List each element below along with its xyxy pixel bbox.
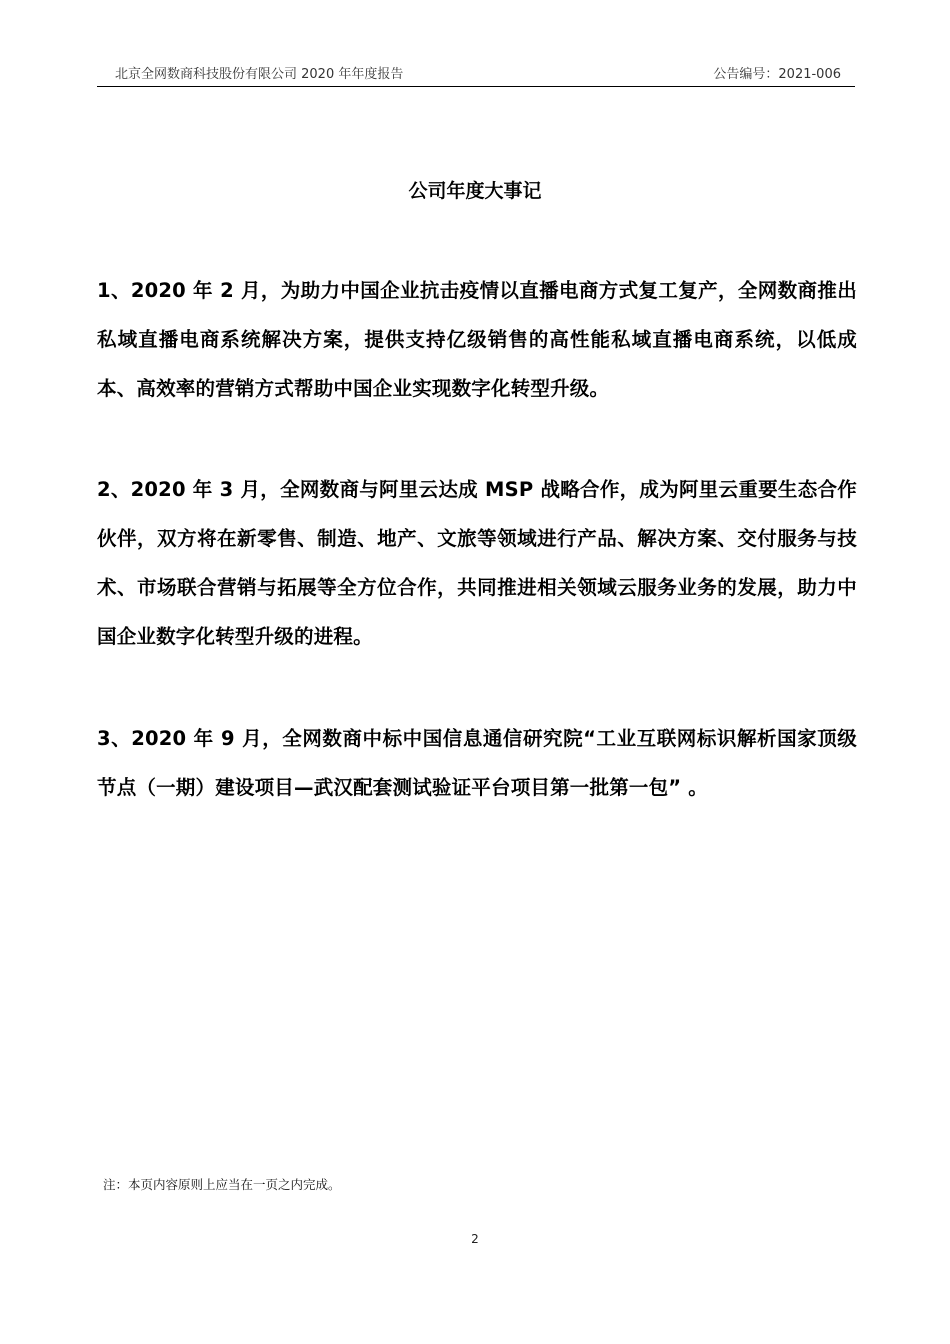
page-header bbox=[97, 66, 855, 87]
footnote: 注：本页内容原则上应当在一页之内完成。 bbox=[103, 1177, 341, 1192]
event-item-1: 1、2020 年 2 月，为助力中国企业抗击疫情以直播电商方式复工复产，全网数商推出私域直播电商系统解决方案，提供支持亿级销售的高性能私域直播电商系统，以低成本、高效率的营销方式帮助中国企业实现数字化转型升级。 bbox=[97, 279, 857, 400]
page-title: 公司年度大事记 bbox=[408, 180, 542, 202]
event-item-2: 2、2020 年 3 月，全网数商与阿里云达成 MSP 战略合作，成为阿里云重要生态合作伙伴，双方将在新零售、制造、地产、文旅等领域进行产品、解决方案、交付服务与技术、市场联合营销与拓展等全方位合作，共同推进相关领域云服务业务的发展，助力中国企业数字化转型升级的进程。 bbox=[97, 478, 857, 648]
event-item-3: 3、2020 年 9 月，全网数商中标中国信息通信研究院“工业互联网标识解析国家顶级节点（一期）建设项目—武汉配套测试验证平台项目第一批第一包” 。 bbox=[97, 727, 857, 799]
header-announcement-number: 公告编号：2021-006 bbox=[713, 67, 841, 82]
header-company-report: 北京全网数商科技股份有限公司 2020 年年度报告 bbox=[115, 67, 404, 82]
page-number: 2 bbox=[471, 1232, 479, 1246]
